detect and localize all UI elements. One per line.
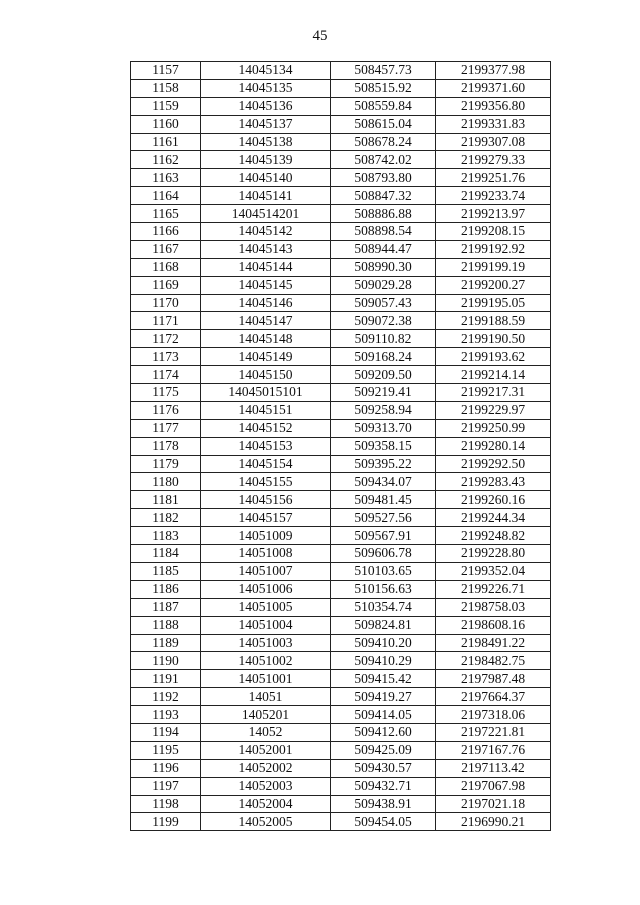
table-row [131,294,551,312]
x-coordinate-cell: 509110.82 [331,330,436,348]
x-coordinate-cell: 508793.80 [331,169,436,187]
point-code-cell: 14051005 [201,598,331,616]
point-code-cell: 14051001 [201,670,331,688]
point-number-cell: 1168 [131,258,201,276]
point-number-cell: 1196 [131,759,201,777]
table-row [131,330,551,348]
y-coordinate-cell: 2197167.76 [436,741,551,759]
point-number-cell: 1162 [131,151,201,169]
table-row [131,437,551,455]
table-row [131,205,551,223]
x-coordinate-cell: 508678.24 [331,133,436,151]
coordinates-table [130,61,551,831]
x-coordinate-cell: 510156.63 [331,580,436,598]
x-coordinate-cell: 508515.92 [331,79,436,97]
point-code-cell: 1404514201 [201,205,331,223]
y-coordinate-cell: 2199371.60 [436,79,551,97]
point-number-cell: 1174 [131,366,201,384]
x-coordinate-cell: 508457.73 [331,62,436,80]
x-coordinate-cell: 509567.91 [331,527,436,545]
x-coordinate-cell: 508944.47 [331,240,436,258]
table-row [131,777,551,795]
point-code-cell: 14045152 [201,419,331,437]
y-coordinate-cell: 2199226.71 [436,580,551,598]
y-coordinate-cell: 2198482.75 [436,652,551,670]
table-row [131,527,551,545]
table-row [131,384,551,402]
table-body [131,62,551,831]
x-coordinate-cell: 509432.71 [331,777,436,795]
point-code-cell: 14045148 [201,330,331,348]
y-coordinate-cell: 2199307.08 [436,133,551,151]
x-coordinate-cell: 509358.15 [331,437,436,455]
table-row [131,312,551,330]
point-code-cell: 14051007 [201,562,331,580]
x-coordinate-cell: 510103.65 [331,562,436,580]
table-row [131,473,551,491]
y-coordinate-cell: 2199217.31 [436,384,551,402]
point-number-cell: 1176 [131,401,201,419]
point-code-cell: 14045145 [201,276,331,294]
x-coordinate-cell: 509209.50 [331,366,436,384]
y-coordinate-cell: 2197664.37 [436,688,551,706]
y-coordinate-cell: 2197113.42 [436,759,551,777]
page-number: 45 [312,28,328,44]
point-number-cell: 1187 [131,598,201,616]
point-code-cell: 14052005 [201,813,331,831]
point-code-cell: 14045154 [201,455,331,473]
point-code-cell: 14052002 [201,759,331,777]
point-code-cell: 14045144 [201,258,331,276]
table-row [131,151,551,169]
y-coordinate-cell: 2199283.43 [436,473,551,491]
point-number-cell: 1175 [131,384,201,402]
y-coordinate-cell: 2199352.04 [436,562,551,580]
point-number-cell: 1159 [131,97,201,115]
y-coordinate-cell: 2199331.83 [436,115,551,133]
point-number-cell: 1186 [131,580,201,598]
y-coordinate-cell: 2198491.22 [436,634,551,652]
y-coordinate-cell: 2199213.97 [436,205,551,223]
point-number-cell: 1165 [131,205,201,223]
point-code-cell: 14051 [201,688,331,706]
x-coordinate-cell: 509415.42 [331,670,436,688]
y-coordinate-cell: 2199280.14 [436,437,551,455]
y-coordinate-cell: 2199260.16 [436,491,551,509]
point-code-cell: 14051004 [201,616,331,634]
point-number-cell: 1179 [131,455,201,473]
point-code-cell: 14045138 [201,133,331,151]
point-number-cell: 1161 [131,133,201,151]
x-coordinate-cell: 509313.70 [331,419,436,437]
y-coordinate-cell: 2197067.98 [436,777,551,795]
point-code-cell: 14045139 [201,151,331,169]
x-coordinate-cell: 508742.02 [331,151,436,169]
point-number-cell: 1195 [131,741,201,759]
x-coordinate-cell: 509029.28 [331,276,436,294]
x-coordinate-cell: 509057.43 [331,294,436,312]
point-number-cell: 1192 [131,688,201,706]
y-coordinate-cell: 2199377.98 [436,62,551,80]
table-row [131,723,551,741]
y-coordinate-cell: 2199214.14 [436,366,551,384]
point-number-cell: 1163 [131,169,201,187]
point-number-cell: 1157 [131,62,201,80]
point-code-cell: 14045140 [201,169,331,187]
y-coordinate-cell: 2199199.19 [436,258,551,276]
x-coordinate-cell: 509527.56 [331,509,436,527]
point-code-cell: 14052 [201,723,331,741]
point-code-cell: 14045135 [201,79,331,97]
table-row [131,97,551,115]
point-code-cell: 14045151 [201,401,331,419]
point-code-cell: 14051002 [201,652,331,670]
table-row [131,348,551,366]
point-number-cell: 1178 [131,437,201,455]
point-number-cell: 1199 [131,813,201,831]
x-coordinate-cell: 509425.09 [331,741,436,759]
table-row [131,759,551,777]
point-code-cell: 14045141 [201,187,331,205]
y-coordinate-cell: 2199250.99 [436,419,551,437]
point-number-cell: 1172 [131,330,201,348]
point-code-cell: 14051006 [201,580,331,598]
y-coordinate-cell: 2199251.76 [436,169,551,187]
point-number-cell: 1164 [131,187,201,205]
y-coordinate-cell: 2199356.80 [436,97,551,115]
point-code-cell: 14045134 [201,62,331,80]
point-code-cell: 14045146 [201,294,331,312]
y-coordinate-cell: 2199208.15 [436,223,551,241]
y-coordinate-cell: 2199192.92 [436,240,551,258]
x-coordinate-cell: 508559.84 [331,97,436,115]
table-row [131,580,551,598]
y-coordinate-cell: 2199195.05 [436,294,551,312]
point-code-cell: 14045147 [201,312,331,330]
x-coordinate-cell: 510354.74 [331,598,436,616]
point-number-cell: 1170 [131,294,201,312]
point-code-cell: 14051009 [201,527,331,545]
table-row [131,419,551,437]
point-code-cell: 14045143 [201,240,331,258]
table-row [131,813,551,831]
x-coordinate-cell: 508886.88 [331,205,436,223]
point-number-cell: 1181 [131,491,201,509]
table-row [131,652,551,670]
y-coordinate-cell: 2199244.34 [436,509,551,527]
table-row [131,366,551,384]
y-coordinate-cell: 2199233.74 [436,187,551,205]
y-coordinate-cell: 2199190.50 [436,330,551,348]
point-code-cell: 14045153 [201,437,331,455]
table-row [131,741,551,759]
point-number-cell: 1189 [131,634,201,652]
y-coordinate-cell: 2197021.18 [436,795,551,813]
point-number-cell: 1171 [131,312,201,330]
table-row [131,133,551,151]
y-coordinate-cell: 2199229.97 [436,401,551,419]
point-number-cell: 1158 [131,79,201,97]
y-coordinate-cell: 2199292.50 [436,455,551,473]
point-number-cell: 1183 [131,527,201,545]
table-row [131,598,551,616]
table-row [131,509,551,527]
x-coordinate-cell: 509219.41 [331,384,436,402]
y-coordinate-cell: 2199188.59 [436,312,551,330]
table-row [131,62,551,80]
x-coordinate-cell: 509072.38 [331,312,436,330]
point-number-cell: 1193 [131,706,201,724]
point-code-cell: 14045149 [201,348,331,366]
x-coordinate-cell: 508615.04 [331,115,436,133]
table-row [131,562,551,580]
y-coordinate-cell: 2199248.82 [436,527,551,545]
y-coordinate-cell: 2196990.21 [436,813,551,831]
x-coordinate-cell: 509395.22 [331,455,436,473]
point-code-cell: 14045137 [201,115,331,133]
point-code-cell: 14045136 [201,97,331,115]
x-coordinate-cell: 508898.54 [331,223,436,241]
y-coordinate-cell: 2197221.81 [436,723,551,741]
table-row [131,455,551,473]
x-coordinate-cell: 509430.57 [331,759,436,777]
point-code-cell: 14045150 [201,366,331,384]
point-number-cell: 1166 [131,223,201,241]
point-number-cell: 1198 [131,795,201,813]
y-coordinate-cell: 2199193.62 [436,348,551,366]
point-code-cell: 14045155 [201,473,331,491]
point-code-cell: 14045156 [201,491,331,509]
y-coordinate-cell: 2199200.27 [436,276,551,294]
point-number-cell: 1191 [131,670,201,688]
y-coordinate-cell: 2197987.48 [436,670,551,688]
point-code-cell: 14045142 [201,223,331,241]
point-number-cell: 1197 [131,777,201,795]
x-coordinate-cell: 509410.20 [331,634,436,652]
y-coordinate-cell: 2199279.33 [436,151,551,169]
point-number-cell: 1184 [131,545,201,563]
x-coordinate-cell: 509414.05 [331,706,436,724]
point-code-cell: 14051008 [201,545,331,563]
table-row [131,169,551,187]
point-number-cell: 1182 [131,509,201,527]
point-number-cell: 1188 [131,616,201,634]
table-row [131,491,551,509]
table-row [131,795,551,813]
point-code-cell: 1405201 [201,706,331,724]
point-number-cell: 1160 [131,115,201,133]
table-row [131,688,551,706]
table-row [131,706,551,724]
point-code-cell: 14052001 [201,741,331,759]
table-row [131,115,551,133]
point-code-cell: 14051003 [201,634,331,652]
point-number-cell: 1173 [131,348,201,366]
x-coordinate-cell: 508847.32 [331,187,436,205]
point-number-cell: 1190 [131,652,201,670]
x-coordinate-cell: 509168.24 [331,348,436,366]
y-coordinate-cell: 2199228.80 [436,545,551,563]
table-row [131,187,551,205]
table-row [131,223,551,241]
x-coordinate-cell: 509410.29 [331,652,436,670]
table-row [131,240,551,258]
table-row [131,634,551,652]
table-row [131,401,551,419]
x-coordinate-cell: 509258.94 [331,401,436,419]
point-number-cell: 1180 [131,473,201,491]
table-row [131,616,551,634]
point-code-cell: 14045157 [201,509,331,527]
x-coordinate-cell: 509419.27 [331,688,436,706]
point-code-cell: 14045015101 [201,384,331,402]
x-coordinate-cell: 509824.81 [331,616,436,634]
table-row [131,276,551,294]
x-coordinate-cell: 508990.30 [331,258,436,276]
x-coordinate-cell: 509434.07 [331,473,436,491]
x-coordinate-cell: 509481.45 [331,491,436,509]
y-coordinate-cell: 2198608.16 [436,616,551,634]
y-coordinate-cell: 2198758.03 [436,598,551,616]
point-number-cell: 1194 [131,723,201,741]
point-number-cell: 1185 [131,562,201,580]
table-row [131,79,551,97]
table-row [131,545,551,563]
table-row [131,258,551,276]
point-number-cell: 1177 [131,419,201,437]
point-number-cell: 1169 [131,276,201,294]
x-coordinate-cell: 509438.91 [331,795,436,813]
x-coordinate-cell: 509454.05 [331,813,436,831]
x-coordinate-cell: 509606.78 [331,545,436,563]
table-row [131,670,551,688]
point-code-cell: 14052004 [201,795,331,813]
point-number-cell: 1167 [131,240,201,258]
x-coordinate-cell: 509412.60 [331,723,436,741]
point-code-cell: 14052003 [201,777,331,795]
y-coordinate-cell: 2197318.06 [436,706,551,724]
